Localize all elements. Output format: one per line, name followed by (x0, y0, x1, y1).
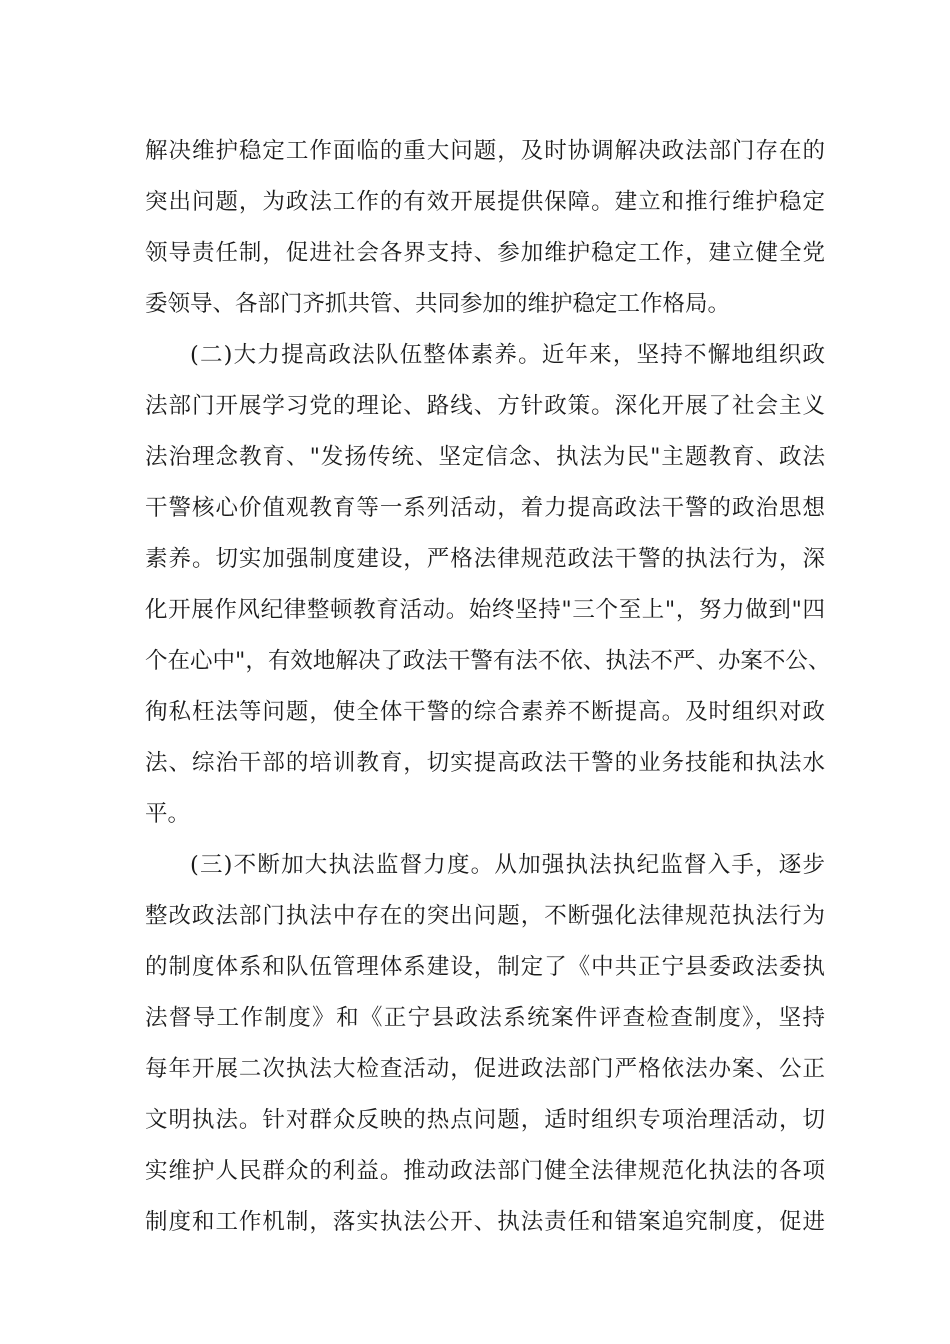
text-line (145, 789, 825, 840)
line-text: 整改政法部门执法中存在的突出问题，不断强化法律规范执法行为 (145, 903, 825, 929)
text-line (145, 687, 825, 738)
text-line (145, 330, 825, 381)
line-text: 个在心中"，有效地解决了政法干警有法不依、执法不严、办案不公、 (145, 648, 831, 674)
text-line (145, 126, 825, 177)
text-line (145, 432, 825, 483)
line-text: 文明执法。针对群众反映的热点问题，适时组织专项治理活动，切 (145, 1107, 825, 1133)
text-line (145, 177, 825, 228)
line-text: 干警核心价值观教育等一系列活动，着力提高政法干警的政治思想 (145, 495, 825, 521)
text-line (145, 636, 831, 687)
text-line (145, 585, 825, 636)
line-text: 法、综治干部的培训教育，切实提高政法干警的业务技能和执法水 (145, 750, 825, 776)
text-line (145, 1197, 825, 1248)
text-line (145, 891, 825, 942)
text-line (145, 483, 825, 534)
line-text: (三)不断加大执法监督力度。从加强执法执纪监督入手，逐步 (190, 852, 825, 878)
text-line (145, 381, 825, 432)
text-line (145, 1044, 825, 1095)
line-text: 领导责任制，促进社会各界支持、参加维护稳定工作，建立健全党 (145, 240, 825, 266)
line-text: 制度和工作机制，落实执法公开、执法责任和错案追究制度，促进 (145, 1209, 825, 1235)
text-line (145, 1095, 825, 1146)
document-body (145, 126, 831, 1248)
text-line (145, 228, 825, 279)
text-line (145, 840, 825, 891)
line-text: 每年开展二次执法大检查活动，促进政法部门严格依法办案、公正 (145, 1056, 825, 1082)
text-line (145, 279, 825, 330)
line-text: 化开展作风纪律整顿教育活动。始终坚持"三个至上"，努力做到"四 (145, 597, 825, 623)
line-text: 突出问题，为政法工作的有效开展提供保障。建立和推行维护稳定 (145, 189, 825, 215)
line-text: 解决维护稳定工作面临的重大问题，及时协调解决政法部门存在的 (145, 138, 825, 164)
line-text: (二)大力提高政法队伍整体素养。近年来，坚持不懈地组织政 (190, 342, 825, 368)
line-text: 平。 (145, 801, 191, 827)
text-line (145, 738, 825, 789)
text-line (145, 534, 825, 585)
line-text: 素养。切实加强制度建设，严格法律规范政法干警的执法行为，深 (145, 546, 825, 572)
line-text: 实维护人民群众的利益。推动政法部门健全法律规范化执法的各项 (145, 1158, 825, 1184)
line-text: 委领导、各部门齐抓共管、共同参加的维护稳定工作格局。 (145, 291, 731, 317)
line-text: 法部门开展学习党的理论、路线、方针政策。深化开展了社会主义 (145, 393, 825, 419)
line-text: 法督导工作制度》和《正宁县政法系统案件评查检查制度》，坚持 (145, 1005, 825, 1031)
line-text: 徇私枉法等问题，使全体干警的综合素养不断提高。及时组织对政 (145, 699, 825, 725)
text-line (145, 942, 825, 993)
line-text: 的制度体系和队伍管理体系建设，制定了《中共正宁县委政法委执 (145, 954, 825, 980)
text-line (145, 1146, 825, 1197)
text-line (145, 993, 825, 1044)
line-text: 法治理念教育、"发扬传统、坚定信念、执法为民"主题教育、政法 (145, 444, 825, 470)
